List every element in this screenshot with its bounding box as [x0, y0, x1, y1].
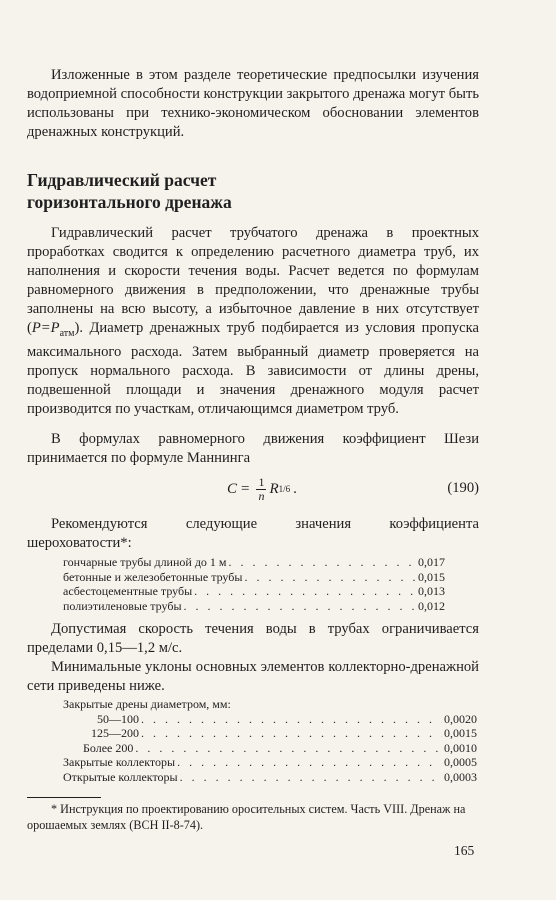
formula-numerator: 1 — [258, 474, 265, 489]
paragraph1-part2: ). Диаметр дренажных труб подбирается из условия пропуска максимального расхода. Затем выбранный диаметр проверяется на пропуск нормального расхода. В зависимости от длины дрены, подвешенной площади и значения дренажного модуля расчет производится по участкам, отличающимся диаметром труб. — [27, 320, 479, 417]
pressure-subscript: атм — [59, 327, 75, 339]
formula-expression — [227, 468, 297, 510]
equation-number: (190) — [447, 480, 479, 496]
formula-variable: R — [269, 480, 279, 497]
paragraph-chezy: В формулах равномерного движения коэффициент Шези принимается по формуле Маннинга — [27, 431, 479, 466]
paragraph-hydraulic-calculation — [27, 224, 479, 419]
footnote: * Инструкция по проектированию оросительных систем. Часть VIII. Дренаж на орошаемых землях (ВСН II-8-74). — [27, 802, 466, 832]
manning-formula — [27, 468, 479, 510]
page-number: 165 — [454, 843, 475, 858]
formula-end: . — [293, 480, 297, 497]
formula-equals: = — [241, 480, 250, 497]
slopes-list — [63, 697, 477, 784]
section-heading-line2: горизонтального дренажа — [27, 192, 232, 212]
list-item: гончарные трубы длиной до 1 м . . . 0,017 — [63, 555, 445, 570]
list-item: Открытые коллекторы . . . 0,0003 — [63, 770, 477, 785]
pressure-expression: P=P — [31, 320, 60, 336]
list-item: Более 200 . . . 0,0010 — [63, 741, 477, 756]
list-item: Закрытые коллекторы . . . 0,0005 — [63, 755, 477, 770]
paragraph-slopes: Минимальные уклоны основных элементов коллекторно-дренажной сети приведены ниже. — [27, 659, 479, 694]
section-heading-line1: Гидравлический расчет — [27, 170, 217, 190]
list-item: асбестоцементные трубы . . . 0,013 — [63, 584, 445, 599]
footnote-rule — [27, 797, 101, 798]
paragraph1-part1: Гидравлический расчет трубчатого дренажа в проектных проработках сводится к определению расчетного диаметра труб, их наполнения и скорости течения воды. Расчет ведется по формулам равномерного движения в предположении, что дренажные трубы заполнены на всю высоту, а избыточное давление в них отсутствует ( — [27, 225, 479, 336]
list-item: полиэтиленовые трубы . . . 0,012 — [63, 599, 445, 614]
slopes-heading: Закрытые дрены диаметром, мм: — [63, 697, 231, 711]
formula-denominator: n — [258, 488, 265, 503]
list-item: 125—200 . . . 0,0015 — [63, 726, 477, 741]
roughness-list — [63, 555, 445, 613]
formula-lhs: C — [227, 480, 238, 497]
paragraph-velocity: Допустимая скорость течения воды в трубах ограничивается пределами 0,15—1,2 м/с. — [27, 621, 479, 656]
formula-exponent: 1/6 — [278, 484, 291, 494]
paragraph-roughness: Рекомендуются следующие значения коэффициента шероховатости*: — [27, 516, 479, 551]
list-item: 50—100 . . . 0,0020 — [63, 712, 477, 727]
main-text-block — [27, 0, 479, 900]
formula-fraction — [256, 476, 266, 503]
intro-paragraph: Изложенные в этом разделе теоретические предпосылки изучения водоприемной способности конструкции закрытого дренажа могут быть использованы при технико-экономическом обосновании элементов дренажных конструкций. — [27, 67, 479, 140]
list-item: бетонные и железобетонные трубы . . . 0,015 — [63, 570, 445, 585]
